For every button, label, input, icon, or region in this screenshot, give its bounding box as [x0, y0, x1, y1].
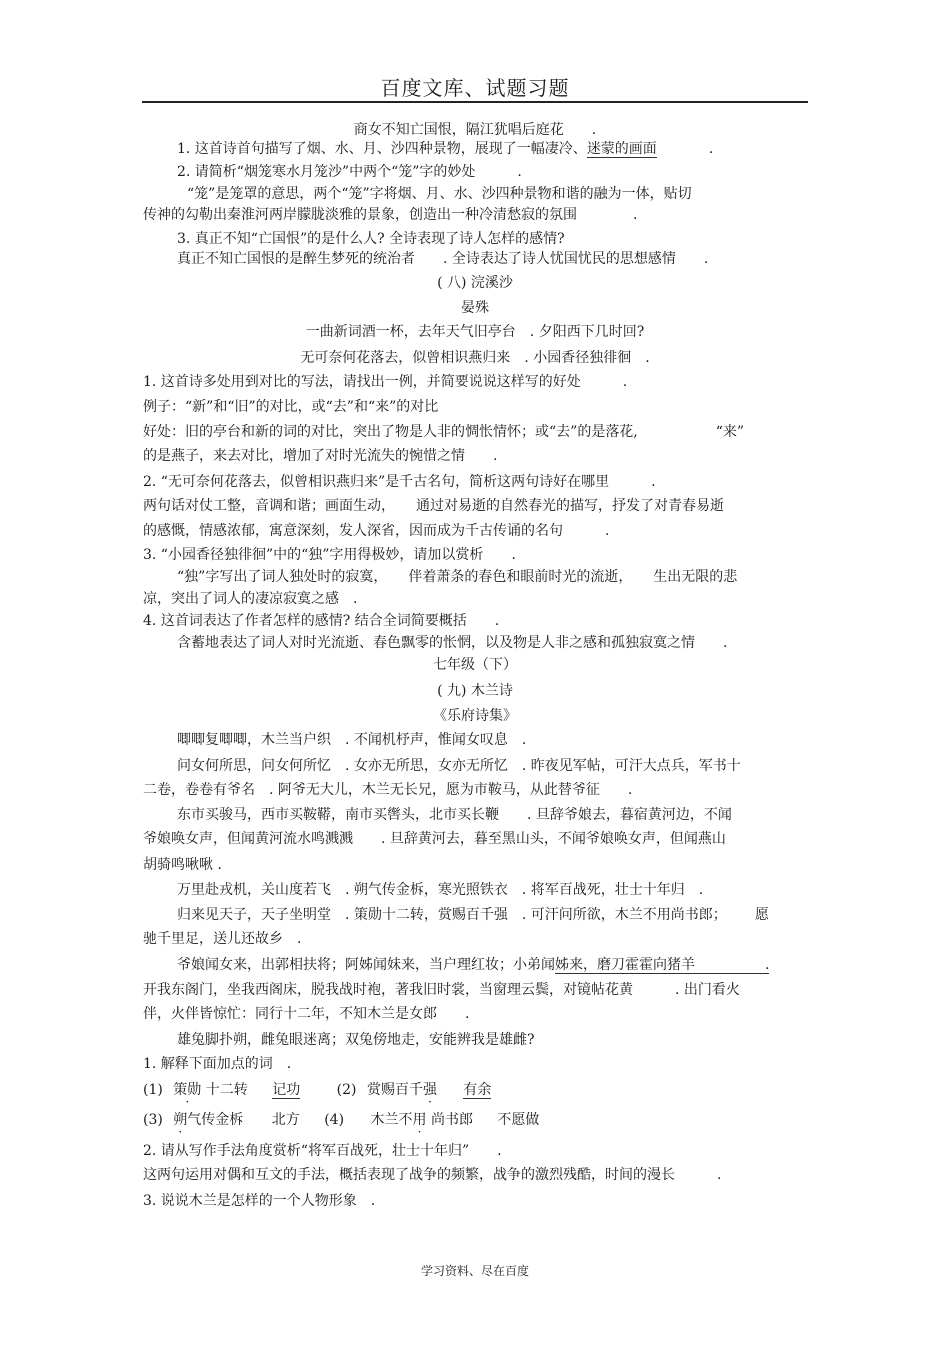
item-text: 十二转 [201, 1082, 248, 1098]
poem-source: 《乐府诗集》 [433, 708, 517, 724]
answer-line: 例子：“新”和“旧”的对比，或“去”和“来”的对比 [143, 399, 439, 415]
poem-line: 开我东阁门，坐我西阁床，脱我战时袍，著我旧时裳，当窗理云鬓，对镜帖花黄 . 出门看火 [143, 982, 740, 998]
question-line: 2. 请简析“烟笼寒水月笼沙”中两个“笼”字的妙处 . [177, 164, 522, 180]
question-line: 2. 请从写作手法角度赏析“将军百战死，壮士十年归” . [143, 1143, 502, 1159]
poem-text: 归来见天子，天子坐明堂 . 策勋十二转，赏赐百千强 . 可汗问所欲，木兰不用尚书郎； [177, 907, 727, 923]
punctuation: . [708, 141, 714, 157]
vocab-answer: 不愿做 [497, 1112, 540, 1128]
poem-text-underlined: 姊来，磨刀霍霍向猪羊 . [555, 957, 770, 973]
answer-line: 真正不知亡国恨的是醉生梦死的统治者 . 全诗表达了诗人忧国忧民的思想感情 . [177, 251, 709, 267]
poem-line [177, 956, 769, 974]
item-text: 赏赐百千 [366, 1082, 423, 1098]
poem-line: 胡骑鸣啾啾 . [143, 857, 222, 873]
item-number: (4) [324, 1112, 345, 1128]
poem-text: 爷娘闻女来，出郭相扶将；阿姊闻妹来，当户理红妆；小弟闻 [177, 957, 555, 973]
section-title: ( 九) 木兰诗 [437, 683, 513, 699]
answer-line: 传神的勾勒出秦淮河两岸朦胧淡雅的景象，创造出一种冷清愁寂的氛围 . [143, 207, 638, 223]
answer-line: 这两句运用对偶和互文的手法，概括表现了战争的频繁，战争的激烈残酷，时间的漫长 . [143, 1167, 722, 1183]
poem-line: 东市买骏马，西市买鞍鞯，南市买辔头，北市买长鞭 . 旦辞爷娘去，暮宿黄河边，不闻 [177, 807, 732, 823]
dotted-word: 用 [412, 1112, 427, 1128]
vocab-answer: 有余 [463, 1082, 492, 1098]
poem-line: 问女何所思，问女何所忆 . 女亦无所思，女亦无所忆 . 昨夜见军帖，可汗大点兵，军书十 [177, 758, 741, 774]
answer-line: 两句话对仗工整，音调和谐；画面生动， 通过对易逝的自然春光的描写，抒发了对青春易逝 [143, 498, 724, 514]
answer-text: “来” [715, 424, 745, 440]
dotted-word: 强 [422, 1082, 437, 1098]
answer-text: 好处：旧的亭台和新的词的对比，突出了物是人非的惆怅情怀；或“去”的是落花, [143, 424, 638, 440]
item-number: (2) [336, 1082, 357, 1098]
answer-line: 凉，突出了词人的凄凉寂寞之感 . [143, 591, 358, 607]
question-line: 2. “无可奈何花落去，似曾相识燕归来”是千古名句，简析这两句诗好在哪里 . [143, 474, 656, 490]
answer-underlined: 迷蒙的画面 [586, 141, 657, 157]
header-rule [142, 101, 808, 103]
item-text: 木兰不 [370, 1112, 413, 1128]
page-header-title: 百度文库、试题习题 [380, 76, 570, 100]
answer-line [143, 423, 744, 441]
grade-heading: 七年级（下） [433, 657, 517, 673]
poem-line [177, 906, 769, 924]
poem-text: 愿 [754, 907, 769, 923]
poem-line: 无可奈何花落去，似曾相识燕归来 . 小园香径独徘徊 . [300, 350, 650, 366]
dotted-word: 策勋 [173, 1082, 202, 1098]
vocab-row [143, 1081, 491, 1099]
question-line: 3. 说说木兰是怎样的一个人物形象 . [143, 1193, 376, 1209]
poem-line: 爷娘唤女声，但闻黄河流水鸣溅溅 . 旦辞黄河去，暮至黑山头，不闻爷娘唤女声，但闻燕山 [143, 831, 726, 847]
question-line: 1. 解释下面加点的词 . [143, 1056, 292, 1072]
dotted-word: 朔 [173, 1112, 188, 1128]
vocab-row [143, 1111, 539, 1129]
question-line: 1. 这首诗多处用到对比的写法，请找出一例，并简要说说这样写的好处 . [143, 374, 628, 390]
item-text: 气传金柝 [187, 1112, 244, 1128]
page-footer: 学习资料、尽在百度 [420, 1264, 529, 1278]
poem-line: 万里赴戎机，关山度若飞 . 朔气传金柝，寒光照铁衣 . 将军百战死，壮士十年归 . [177, 882, 704, 898]
poem-line: 一曲新词酒一杯，去年天气旧亭台 . 夕阳西下几时回? [305, 324, 645, 340]
answer-line: 的是燕子，来去对比，增加了对时光流失的惋惜之情 . [143, 448, 498, 464]
item-number: (1) [143, 1082, 163, 1098]
poem-line: 唧唧复唧唧，木兰当户织 . 不闻机杼声，惟闻女叹息 . [177, 732, 527, 748]
answer-line: 的感慨，情感浓郁，寓意深刻，发人深省，因而成为千古传诵的名句 . [143, 523, 610, 539]
question-line: 3. “小园香径独徘徊”中的“独”字用得极妙，请加以赏析 . [143, 547, 516, 563]
answer-line: “独”字写出了词人独处时的寂寞， 伴着萧条的春色和眼前时光的流逝， 生出无限的悲 [177, 569, 738, 585]
poem-author: 晏殊 [461, 300, 489, 316]
vocab-answer: 北方 [271, 1112, 300, 1128]
item-number: (3) [143, 1112, 163, 1128]
answer-line: 含蓄地表达了词人对时光流逝、春色飘零的怅惘，以及物是人非之感和孤独寂寞之情 . [177, 635, 728, 651]
poem-line: 二卷，卷卷有爷名 . 阿爷无大儿，木兰无长兄，愿为市鞍马，从此替爷征 . [143, 782, 633, 798]
question-text: 1. 这首诗首句描写了烟、水、月、沙四种景物，展现了一幅凄冷、 [177, 141, 587, 157]
poem-line: 雄兔脚扑朔，雌兔眼迷离；双兔傍地走，安能辨我是雄雌? [177, 1032, 535, 1048]
item-text: 尚书郎 [426, 1112, 473, 1128]
question-line: 3. 真正不知“亡国恨”的是什么人? 全诗表现了诗人怎样的感情? [177, 231, 565, 247]
answer-line: “笼”是笼罩的意思，两个“笼”字将烟、月、水、沙四种景物和谐的融为一体，贴切 [187, 186, 692, 202]
poem-line: 驰千里足，送儿还故乡 . [143, 931, 302, 947]
poem-line: 伴，火伴皆惊忙：同行十二年，不知木兰是女郎 . [143, 1006, 470, 1022]
section-title: ( 八) 浣溪沙 [437, 275, 513, 291]
poem-line: 商女不知亡国恨，隔江犹唱后庭花 . [353, 122, 597, 138]
question-line: 4. 这首词表达了作者怎样的感情? 结合全词简要概括 . [143, 613, 500, 629]
question-line [177, 140, 713, 158]
vocab-answer: 记功 [272, 1082, 301, 1098]
